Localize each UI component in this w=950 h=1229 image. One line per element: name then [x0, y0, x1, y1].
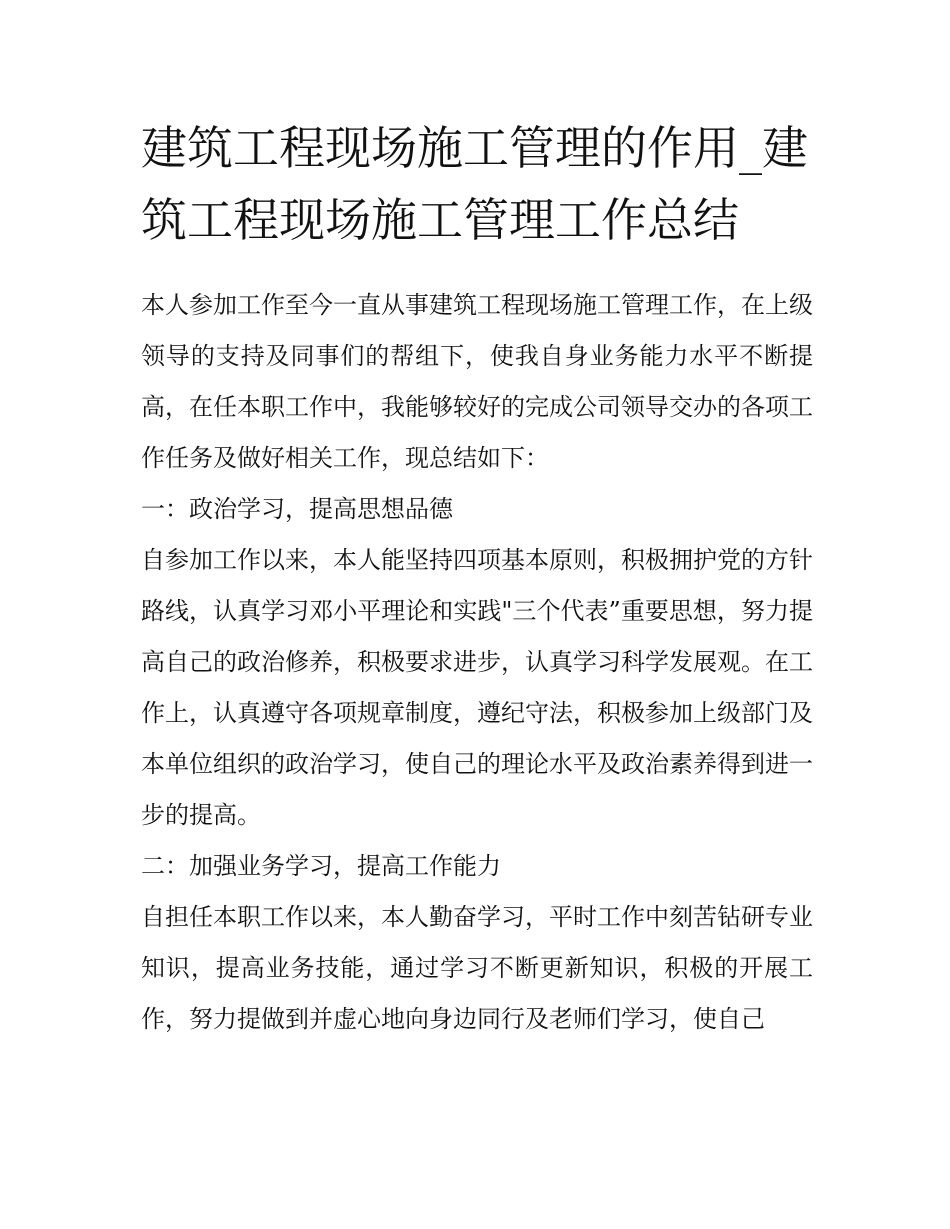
section-2-paragraph: 自担任本职工作以来，本人勤奋学习，平时工作中刻苦钻研专业知识，提高业务技能，通过学习不断更新知识，积极的开展工作，努力提做到并虚心地向身边同行及老师们学习，使自己	[141, 903, 813, 1033]
document-body	[141, 280, 813, 1045]
intro-paragraph: 本人参加工作至今一直从事建筑工程现场施工管理工作，在上级领导的支持及同事们的帮组下，使我自身业务能力水平不断提高，在任本职工作中，我能够较好的完成公司领导交办的各项工作任务及做好相关工作，现总结如下：	[141, 291, 813, 472]
document-title: 建筑工程现场施工管理的作用_建筑工程现场施工管理工作总结	[141, 121, 808, 247]
document-page	[141, 112, 813, 1045]
section-heading-2: 二：加强业务学习，提高工作能力	[141, 852, 501, 880]
section-1-paragraph: 自参加工作以来，本人能坚持四项基本原则，积极拥护党的方针路线，认真学习邓小平理论和实践"三个代表”重要思想，努力提高自己的政治修养，积极要求进步，认真学习科学发展观。在工作上，认真遵守各项规章制度，遵纪守法，积极参加上级部门及本单位组织的政治学习，使自己的理论水平及政治素养得到进一步的提高。	[141, 546, 813, 829]
section-heading-1: 一：政治学习，提高思想品德	[141, 495, 453, 523]
